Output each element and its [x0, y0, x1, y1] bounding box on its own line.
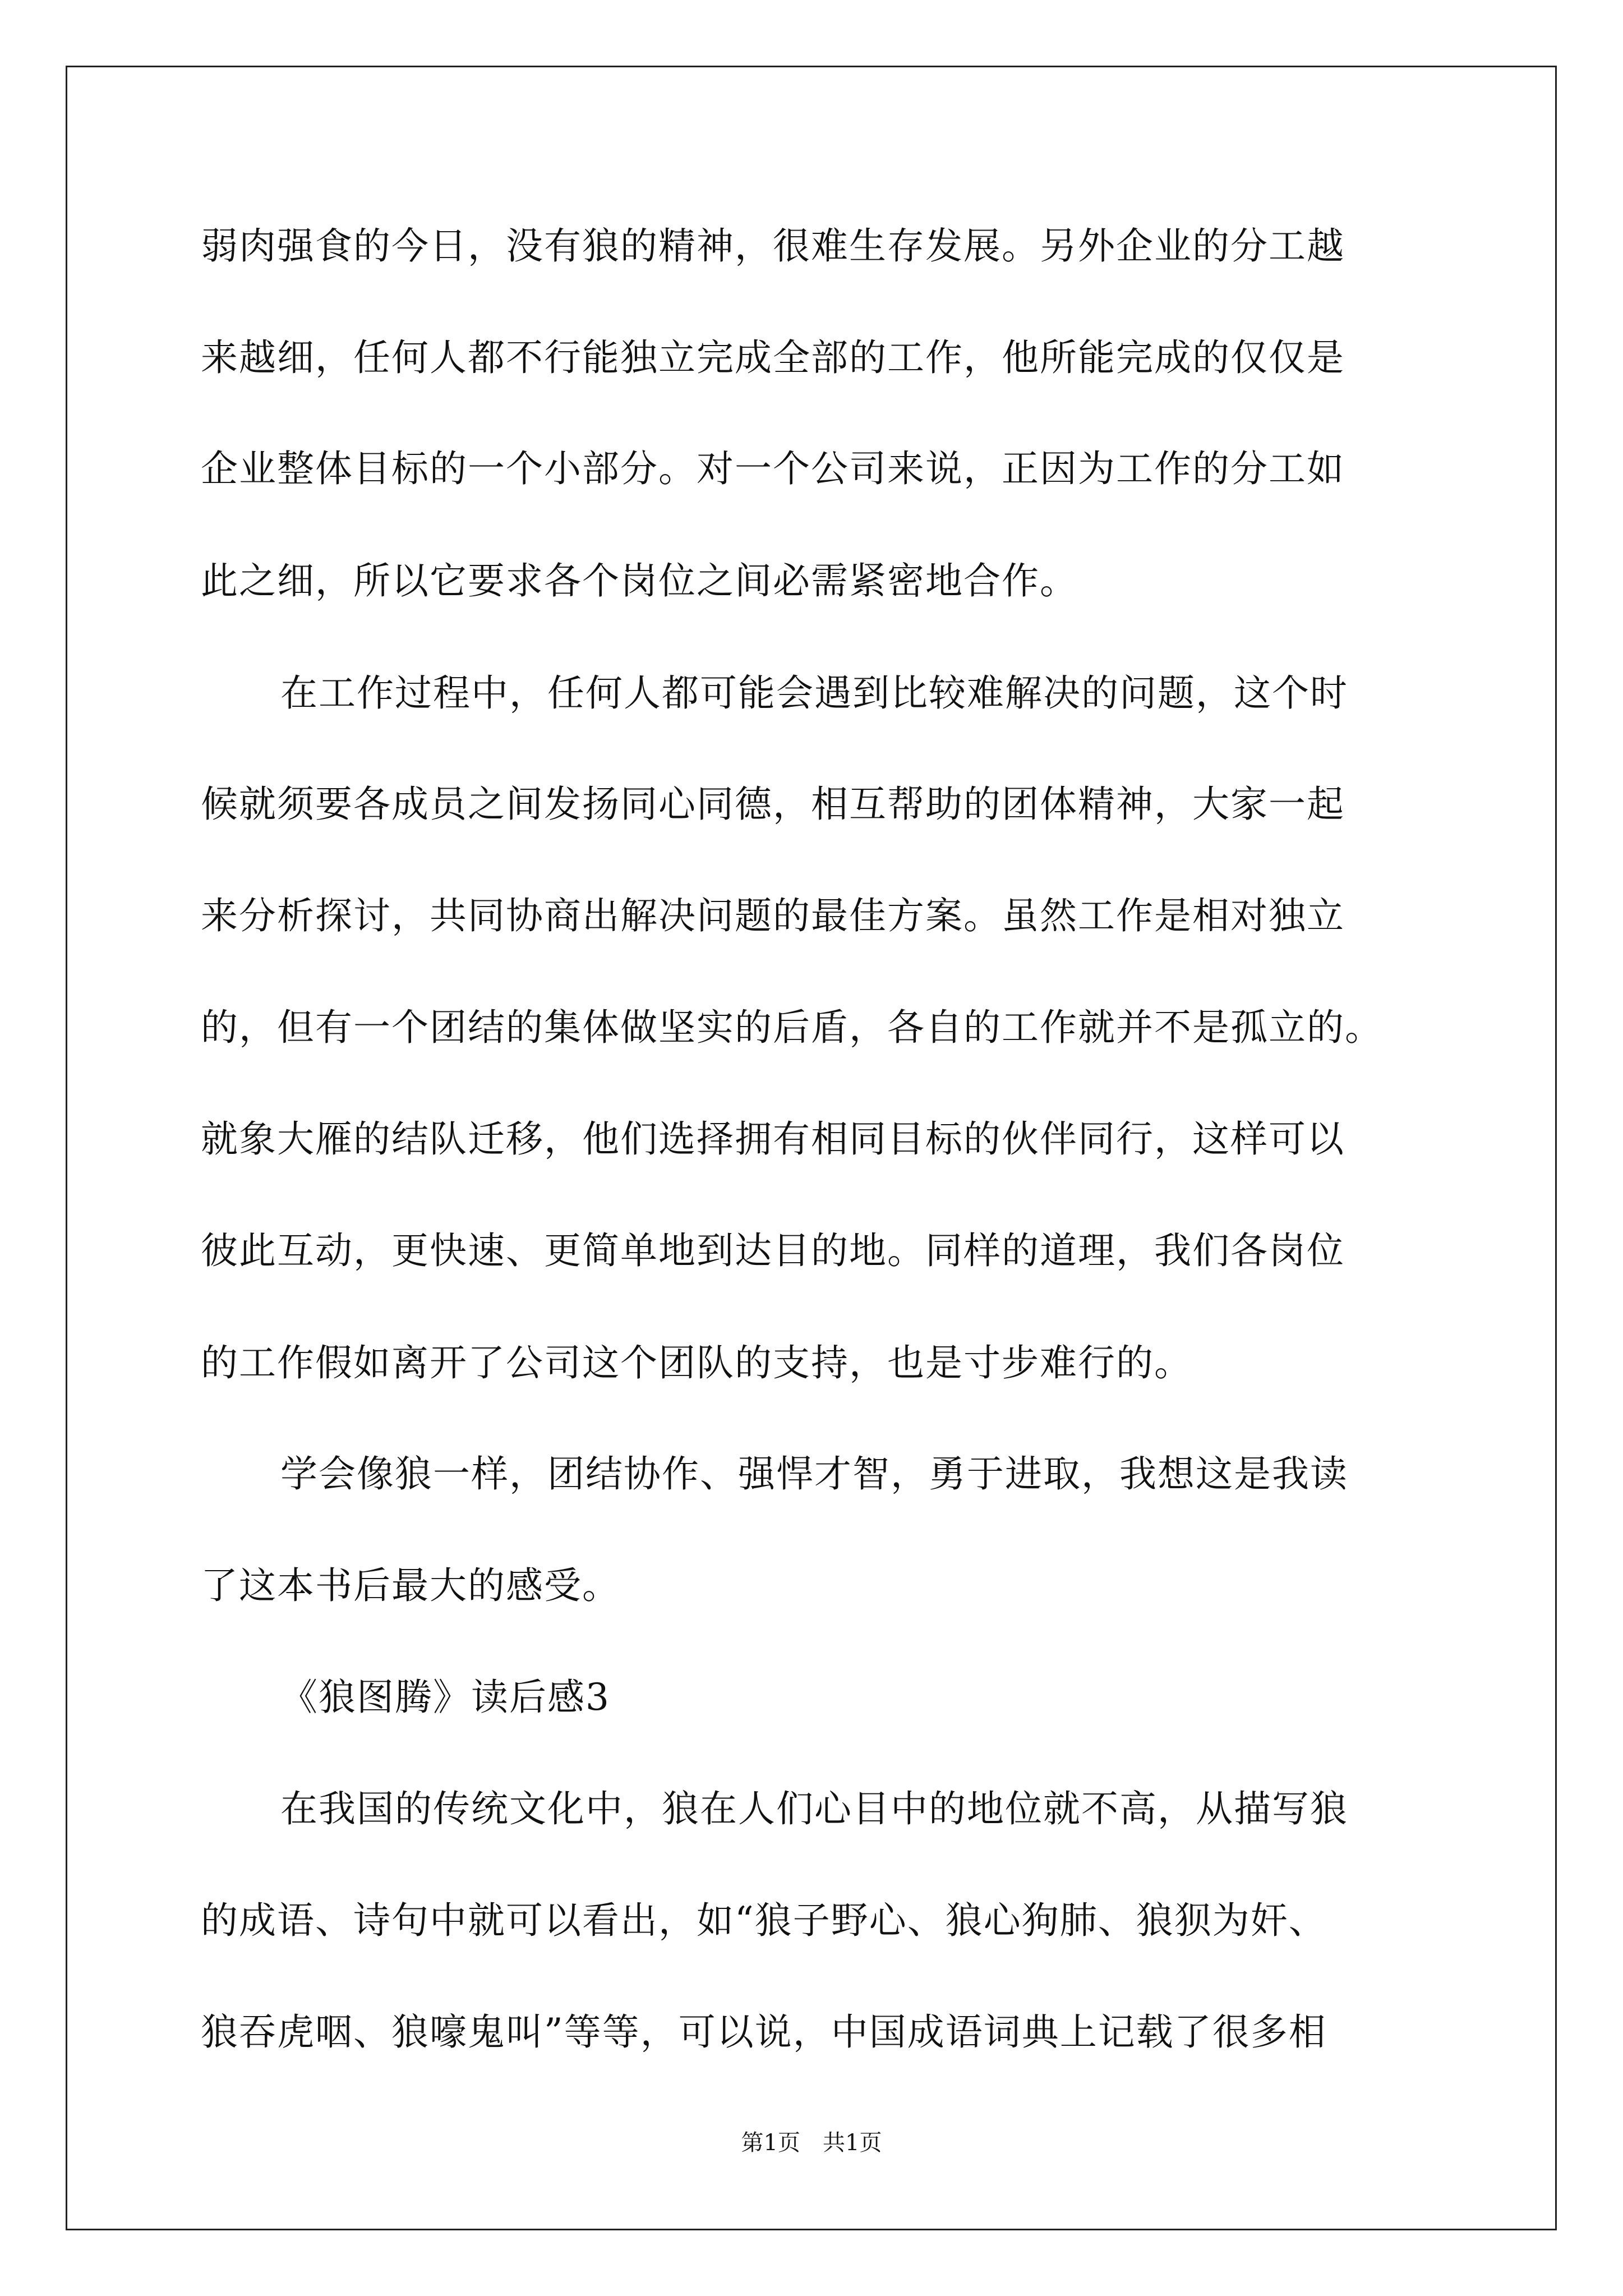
text-line: 的，但有一个团结的集体做坚实的后盾，各自的工作就并不是孤立的。 — [201, 1006, 1383, 1049]
text-line: 学会像狼一样，团结协作、强悍才智，勇于进取，我想这是我读 — [280, 1452, 1348, 1496]
text-line: 候就须要各成员之间发扬同心同德，相互帮助的团体精神，大家一起 — [201, 783, 1345, 826]
text-line: 在工作过程中，任何人都可能会遇到比较难解决的问题，这个时 — [280, 671, 1348, 715]
page-footer: 第1页 共1页 — [741, 2130, 882, 2156]
text-line: 彼此互动，更快速、更简单地到达目的地。同样的道理，我们各岗位 — [201, 1229, 1345, 1272]
text-line: 来分析探讨，共同协商出解决问题的最佳方案。虽然工作是相对独立 — [201, 894, 1345, 937]
text-line: 企业整体目标的一个小部分。对一个公司来说，正因为工作的分工如 — [201, 447, 1345, 490]
text-line: 就象大雁的结队迁移，他们选择拥有相同目标的伙伴同行，这样可以 — [201, 1117, 1345, 1161]
text-line: 来越细，任何人都不行能独立完成全部的工作，他所能完成的仅仅是 — [201, 336, 1345, 379]
text-line: 的工作假如离开了公司这个团队的支持，也是寸步难行的。 — [201, 1341, 1192, 1384]
text-line: 此之细，所以它要求各个岗位之间必需紧密地合作。 — [201, 559, 1078, 602]
text-line: 在我国的传统文化中，狼在人们心目中的地位就不高，从描写狼 — [280, 1787, 1348, 1830]
text-line: 的成语、诗句中就可以看出，如“狼子野心、狼心狗肺、狼狈为奸、 — [201, 1899, 1327, 1942]
text-line: 了这本书后最大的感受。 — [201, 1564, 620, 1607]
text-line: 弱肉强食的今日，没有狼的精神，很难生存发展。另外企业的分工越 — [201, 224, 1345, 268]
section-heading: 《狼图腾》读后感3 — [280, 1676, 610, 1719]
text-line: 狼吞虎咽、狼嚎鬼叫”等等，可以说，中国成语词典上记载了很多相 — [201, 2010, 1327, 2054]
